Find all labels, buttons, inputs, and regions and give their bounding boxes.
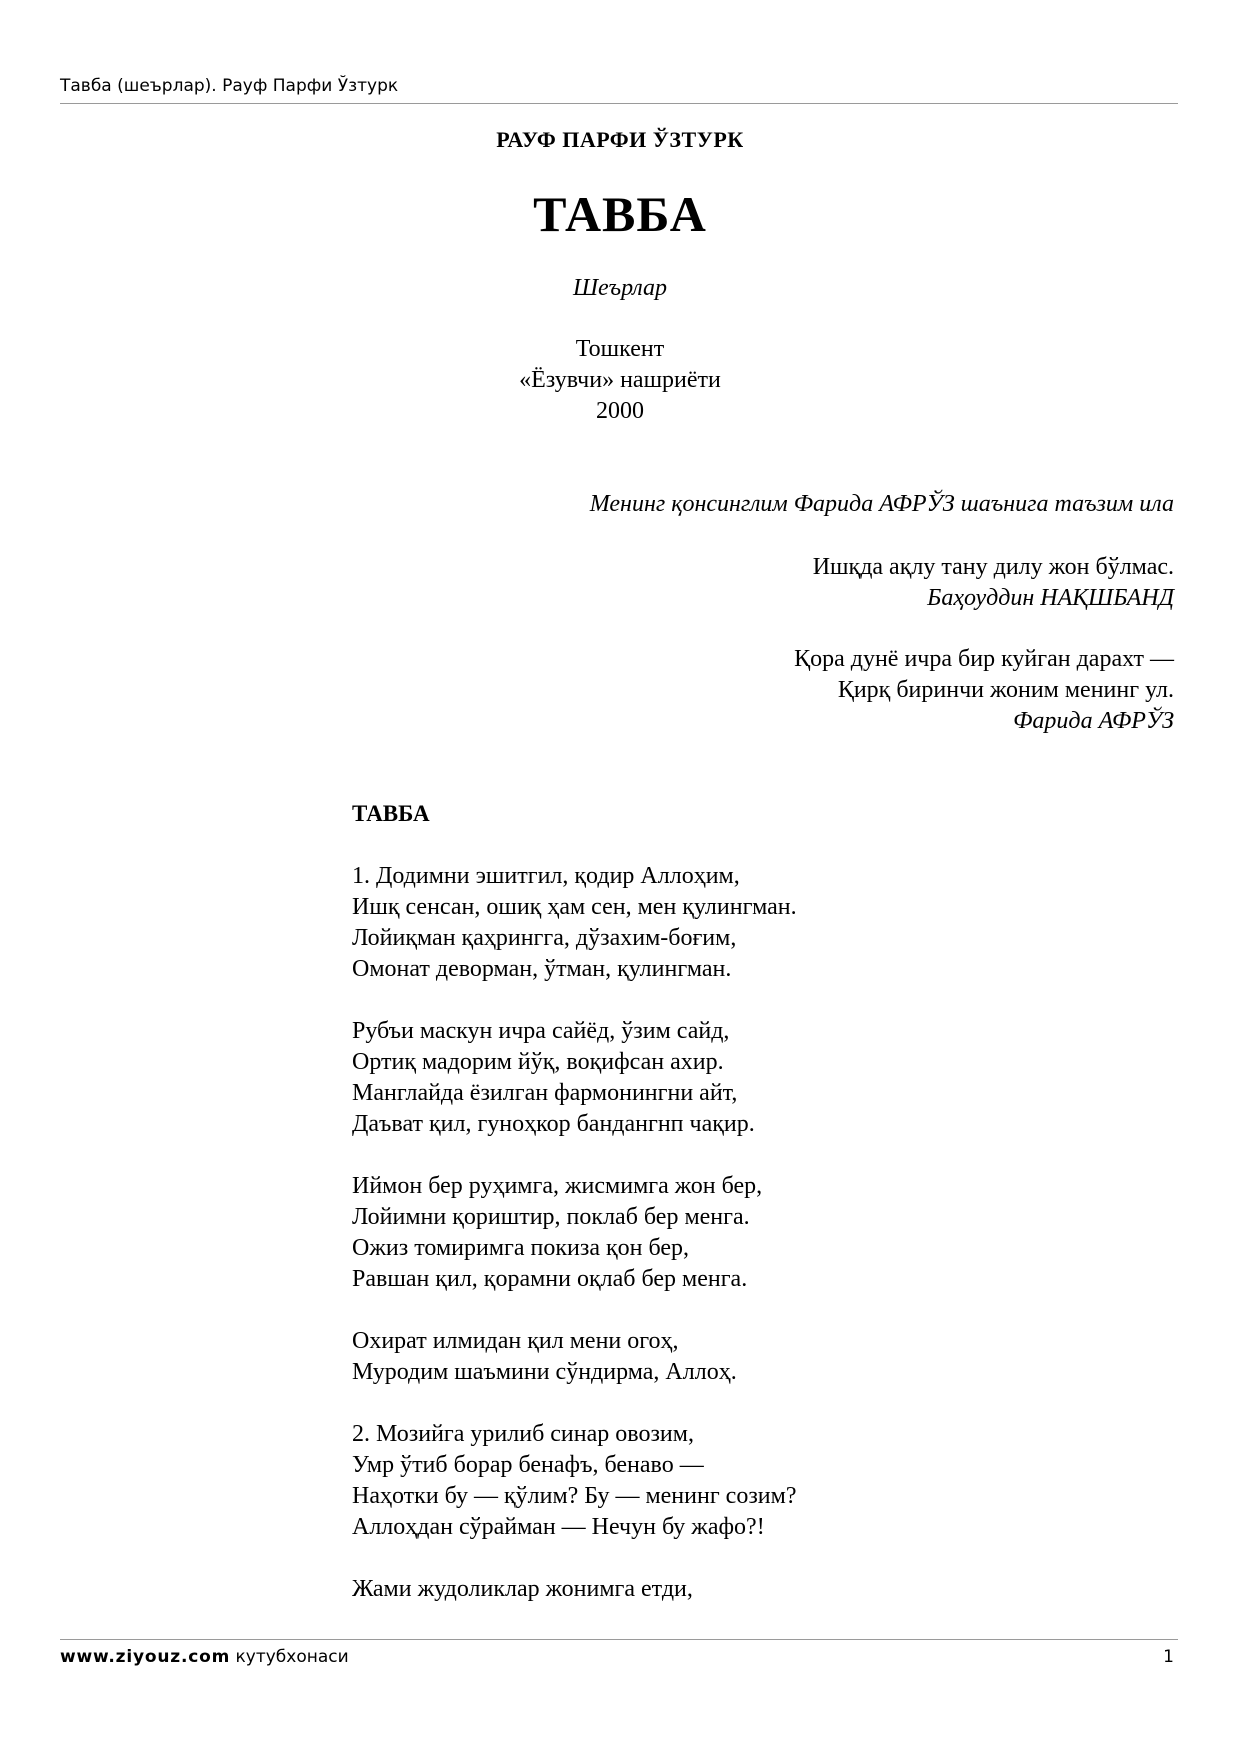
publication-info <box>0 334 1240 427</box>
epigraph-line: Қора дунё ичра бир куйган дарахт — <box>794 646 1174 672</box>
epigraph <box>794 644 1174 737</box>
poem-line: Жами жудоликлар жонимга етди, <box>352 1576 693 1602</box>
poem-line: Омонат деворман, ўтман, қулингман. <box>352 956 732 982</box>
publication-city: Тошкент <box>575 336 665 362</box>
poem-stanza <box>352 1419 797 1543</box>
poem-title: ТАВБА <box>352 801 430 826</box>
poem-line: 2. Мозийга урилиб синар овозим, <box>352 1421 694 1447</box>
poem-line: Муродим шаъмини сўндирма, Аллоҳ. <box>352 1359 737 1385</box>
footer-site-link[interactable]: www.ziyouz.com <box>60 1647 231 1667</box>
poem-body <box>352 861 797 1636</box>
epigraph-author: Фарида АФРЎЗ <box>1013 708 1174 734</box>
footer-site-suffix: кутубхонаси <box>235 1647 349 1667</box>
poem-line: Ожиз томиримга покиза қон бер, <box>352 1235 690 1261</box>
poem-stanza <box>352 861 797 985</box>
running-header: Тавба (шеърлар). Рауф Парфи Ўзтурк <box>60 76 399 96</box>
epigraph-author: Баҳоуддин НАҚШБАНД <box>927 585 1174 611</box>
epigraph-line: Ишқда ақлу тану дилу жон бўлмас. <box>812 554 1174 580</box>
poem-line: Умр ўтиб борар бенафъ, бенаво — <box>352 1452 704 1478</box>
poem-line: Равшан қил, қорамни оқлаб бер менга. <box>352 1266 748 1292</box>
epigraph <box>813 552 1174 614</box>
dedication: Менинг қонсинглим Фарида АФРЎЗ шаънига таъзим ила <box>589 491 1174 517</box>
page-number: 1 <box>1163 1647 1174 1667</box>
poem-stanza <box>352 1574 797 1605</box>
publication-year: 2000 <box>596 398 644 424</box>
poem-stanza <box>352 1326 797 1388</box>
book-author: РАУФ ПАРФИ ЎЗТУРК <box>496 127 744 152</box>
poem-line: Ишқ сенсан, ошиқ ҳам сен, мен қулингман. <box>352 894 797 920</box>
poem-stanza <box>352 1171 797 1295</box>
poem-line: Аллоҳдан сўрайман — Нечун бу жафо?! <box>352 1514 765 1540</box>
book-title: ТАВБА <box>533 186 707 242</box>
publisher-name: «Ёзувчи» нашриёти <box>519 367 721 393</box>
footer-source <box>60 1647 349 1667</box>
poem-line: Охират илмидан қил мени огоҳ, <box>352 1328 679 1354</box>
poem-line: Манглайда ёзилган фармонингни айт, <box>352 1080 738 1106</box>
poem-line: Даъват қил, гуноҳкор бандангнп чақир. <box>352 1111 755 1137</box>
poem-line: 1. Додимни эшитгил, қодир Аллоҳим, <box>352 863 740 889</box>
book-subtitle: Шеърлар <box>573 275 667 301</box>
footer-rule <box>60 1639 1178 1640</box>
poem-line: Лойимни қориштир, поклаб бер менга. <box>352 1204 750 1230</box>
poem-line: Рубъи маскун ичра сайёд, ўзим сайд, <box>352 1018 730 1044</box>
poem-line: Наҳотки бу — қўлим? Бу — менинг созим? <box>352 1483 797 1509</box>
epigraph-line: Қирқ биринчи жоним менинг ул. <box>837 677 1174 703</box>
poem-line: Иймон бер руҳимга, жисмимга жон бер, <box>352 1173 763 1199</box>
header-rule <box>60 103 1178 104</box>
poem-line: Лойиқман қаҳрингга, дўзахим-боғим, <box>352 925 737 951</box>
poem-stanza <box>352 1016 797 1140</box>
poem-line: Ортиқ мадорим йўқ, воқифсан ахир. <box>352 1049 724 1075</box>
